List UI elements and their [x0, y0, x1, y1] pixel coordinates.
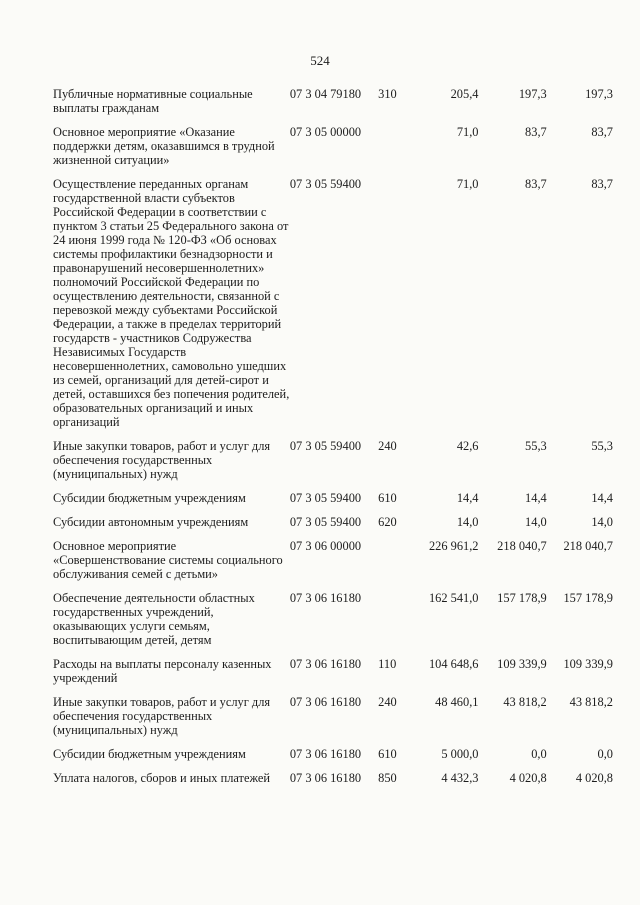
table-row [53, 695, 613, 747]
amount-year-2: 4 020,8 [509, 771, 547, 785]
amount-year-2: 0,0 [531, 747, 547, 761]
amount-year-1: 104 648,6 [428, 657, 479, 671]
table-row [53, 491, 613, 515]
row-name: Публичные нормативные социальные выплаты гражданам [53, 87, 253, 115]
amount-year-1: 48 460,1 [435, 695, 479, 709]
expense-type-code: 610 [378, 491, 397, 505]
expense-type-code [378, 591, 408, 657]
row-name: Осуществление переданных органам государственной власти субъектов Российской Федерации в соответствии с пунктом 3 статьи 25 Федерального закона от 24 июня 1999 года № 120-ФЗ «Об основах системы профилактики безнадзорности и правонарушений несовершеннолетних» полномочий Российской Федерации по осуществлению деятельности, связанной с перевозкой между субъектами Российской Федерации, а также в пределах территорий государств - участников Содружества Независимых Государств несовершеннолетних, самовольно ушедших из семей, организаций для детей-сирот и детей, оставшихся без попечения родителей, образовательных организаций и иных организаций [53, 177, 290, 429]
table-row [53, 177, 613, 439]
amount-year-2: 197,3 [518, 87, 547, 101]
target-article-code: 07 3 06 16180 [289, 771, 362, 785]
row-name: Уплата налогов, сборов и иных платежей [53, 771, 271, 785]
amount-year-3: 14,4 [591, 491, 613, 505]
table-row [53, 771, 613, 795]
target-article-code: 07 3 06 00000 [289, 539, 362, 553]
expense-type-code: 110 [378, 657, 397, 671]
row-name: Основное мероприятие «Совершенствование системы социального обслуживания семей с детьми» [53, 539, 283, 581]
table-row [53, 539, 613, 591]
target-article-code: 07 3 05 59400 [289, 515, 362, 529]
row-name: Субсидии автономным учреждениям [53, 515, 249, 529]
page-number: 524 [310, 53, 330, 68]
expense-type-code: 310 [378, 87, 397, 101]
amount-year-2: 14,4 [525, 491, 547, 505]
target-article-code: 07 3 06 16180 [289, 747, 362, 761]
row-name: Расходы на выплаты персоналу казенных учреждений [53, 657, 272, 685]
row-name: Основное мероприятие «Оказание поддержки детям, оказавшимся в трудной жизненной ситуации» [53, 125, 275, 167]
target-article-code: 07 3 05 59400 [289, 177, 362, 191]
amount-year-1: 4 432,3 [441, 771, 479, 785]
amount-year-2: 43 818,2 [503, 695, 547, 709]
row-name: Обеспечение деятельности областных государственных учреждений, оказывающих услуги семьям, воспитывающим детей, детям [53, 591, 255, 647]
budget-table [53, 87, 613, 795]
amount-year-1: 42,6 [456, 439, 479, 453]
amount-year-1: 14,0 [456, 515, 479, 529]
amount-year-3: 197,3 [585, 87, 613, 101]
expense-type-code [378, 539, 408, 591]
amount-year-3: 43 818,2 [569, 695, 613, 709]
table-body [53, 87, 613, 795]
amount-year-2: 157 178,9 [497, 591, 547, 605]
amount-year-1: 71,0 [456, 177, 479, 191]
amount-year-1: 14,4 [456, 491, 479, 505]
amount-year-3: 4 020,8 [575, 771, 613, 785]
expense-type-code: 610 [378, 747, 397, 761]
table-row [53, 87, 613, 125]
expense-type-code [378, 125, 408, 177]
amount-year-3: 55,3 [591, 439, 613, 453]
amount-year-1: 162 541,0 [428, 591, 479, 605]
target-article-code: 07 3 06 16180 [289, 695, 362, 709]
row-name: Иные закупки товаров, работ и услуг для обеспечения государственных (муниципальных) нужд [53, 439, 271, 481]
table-row [53, 439, 613, 491]
amount-year-2: 83,7 [525, 125, 547, 139]
amount-year-2: 55,3 [525, 439, 547, 453]
amount-year-2: 14,0 [525, 515, 547, 529]
target-article-code: 07 3 06 16180 [289, 591, 362, 605]
amount-year-3: 0,0 [597, 747, 613, 761]
amount-year-2: 109 339,9 [497, 657, 547, 671]
row-name: Субсидии бюджетным учреждениям [53, 747, 246, 761]
expense-type-code: 240 [378, 695, 397, 709]
amount-year-3: 83,7 [591, 125, 613, 139]
target-article-code: 07 3 05 00000 [289, 125, 362, 139]
expense-type-code: 620 [378, 515, 397, 529]
row-name: Субсидии бюджетным учреждениям [53, 491, 246, 505]
amount-year-3: 157 178,9 [563, 591, 613, 605]
amount-year-3: 109 339,9 [563, 657, 613, 671]
table-row [53, 657, 613, 695]
amount-year-2: 218 040,7 [497, 539, 547, 553]
target-article-code: 07 3 05 59400 [289, 439, 362, 453]
expense-type-code [378, 177, 408, 439]
target-article-code: 07 3 05 59400 [289, 491, 362, 505]
expense-type-code: 850 [378, 771, 397, 785]
amount-year-3: 218 040,7 [563, 539, 613, 553]
table-row [53, 125, 613, 177]
row-name: Иные закупки товаров, работ и услуг для обеспечения государственных (муниципальных) нужд [53, 695, 271, 737]
target-article-code: 07 3 04 79180 [289, 87, 362, 101]
table-row [53, 591, 613, 657]
amount-year-1: 71,0 [456, 125, 479, 139]
amount-year-1: 226 961,2 [428, 539, 479, 553]
expense-type-code: 240 [378, 439, 397, 453]
table-row [53, 515, 613, 539]
table-row [53, 747, 613, 771]
amount-year-3: 83,7 [591, 177, 613, 191]
amount-year-3: 14,0 [591, 515, 613, 529]
target-article-code: 07 3 06 16180 [289, 657, 362, 671]
amount-year-2: 83,7 [525, 177, 547, 191]
amount-year-1: 205,4 [450, 87, 479, 101]
amount-year-1: 5 000,0 [441, 747, 479, 761]
